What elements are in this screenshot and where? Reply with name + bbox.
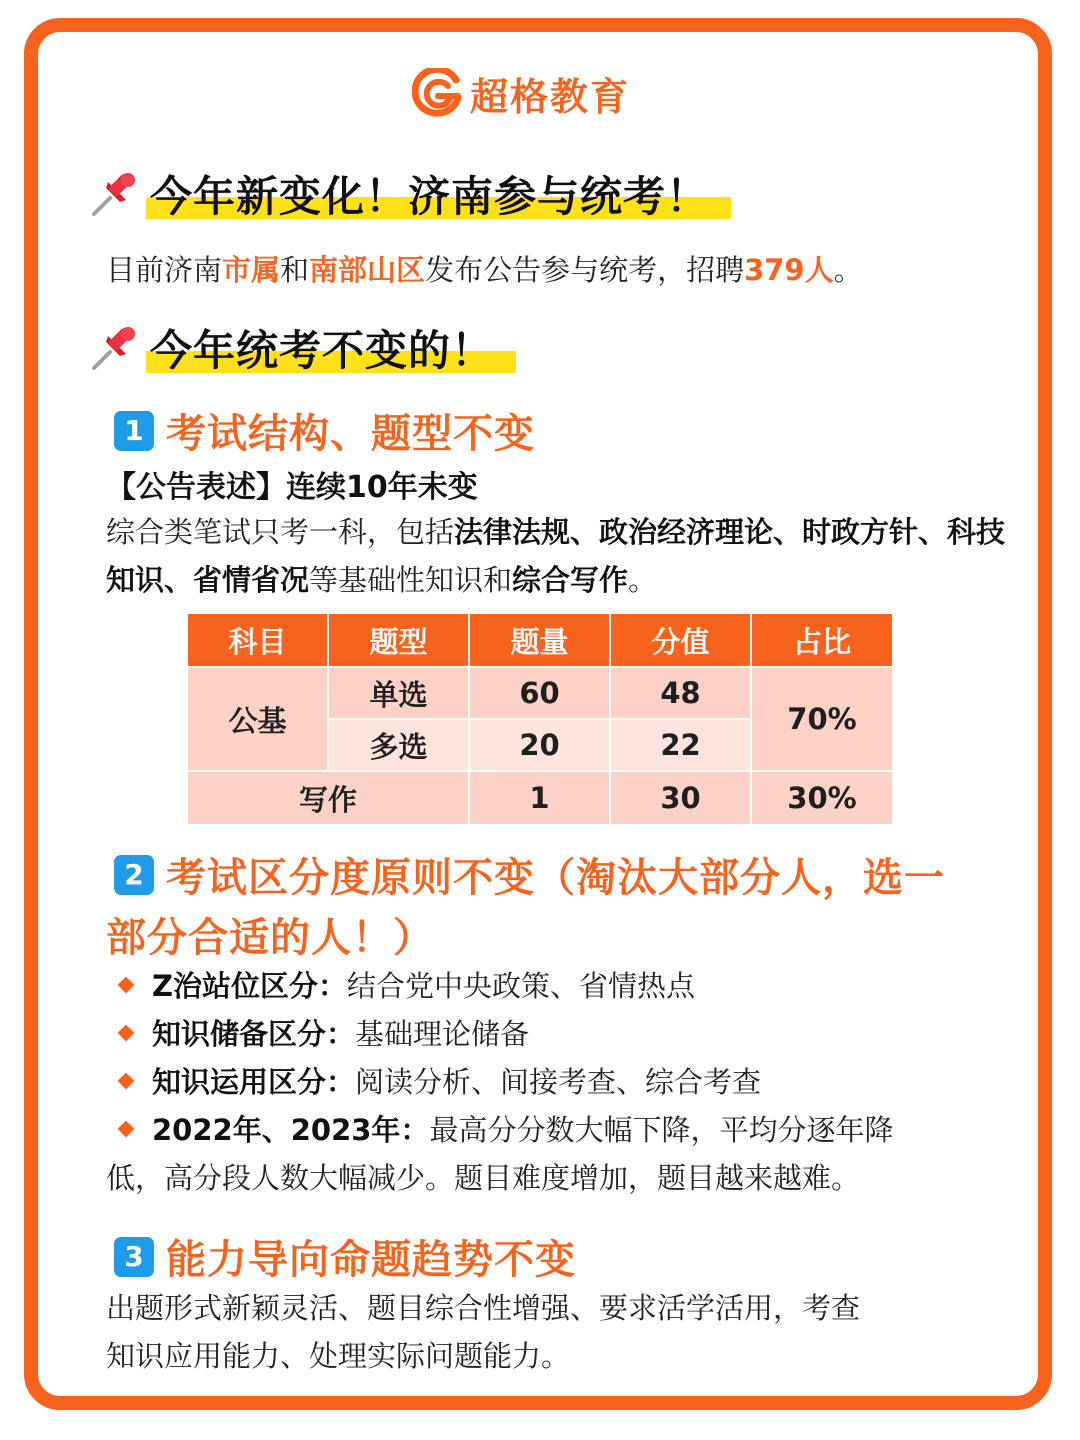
section-1-description — [106, 508, 1006, 604]
section-1-subtitle: 【公告表述】连续10年未变 — [106, 470, 478, 505]
heading-text: 今年统考不变的！ — [146, 318, 516, 378]
diamond-bullet-icon — [118, 976, 135, 993]
intro-text: 发布公告参与统考，招聘 — [425, 253, 745, 287]
table-header: 科目 — [188, 614, 327, 666]
intro-text: 和 — [280, 253, 310, 287]
table-cell: 单选 — [329, 668, 468, 718]
bullet-text: 最高分分数大幅下降，平均分逐年降 — [429, 1113, 894, 1147]
intro-text: 。 — [833, 253, 863, 287]
brand-name: 超格教育 — [470, 75, 631, 119]
bullet-text: 阅读分析、间接考查、综合考查 — [355, 1065, 762, 1099]
bullet-label: 知识储备区分： — [152, 1017, 356, 1051]
table-cell: 1 — [470, 772, 609, 824]
number-badge-2: 2 — [114, 855, 154, 895]
bullet-item — [110, 1060, 761, 1101]
desc-bold: 法律法规、政治经济理论、时政方针、科技知识、省情省况 — [106, 515, 1006, 597]
table-cell: 20 — [470, 720, 609, 770]
desc-text: 等基础性知识和 — [309, 563, 513, 597]
table-header: 占比 — [752, 614, 892, 666]
table-cell: 30 — [611, 772, 750, 824]
section-3-line: 出题形式新颖灵活、题目综合性增强、要求活学活用，考查 — [106, 1291, 861, 1325]
brand-logo — [412, 66, 630, 121]
number-badge-3: 3 — [114, 1237, 154, 1277]
desc-bold: 综合写作 — [512, 563, 629, 597]
diamond-bullet-icon — [118, 1072, 135, 1089]
section-2-title-cont: 部分合适的人！） — [106, 915, 434, 961]
section-2-title — [114, 846, 945, 903]
table-cell: 22 — [611, 720, 750, 770]
bullet-item — [110, 1012, 529, 1053]
diamond-bullet-icon — [118, 1120, 135, 1137]
table-cell-subject: 写作 — [188, 772, 468, 824]
brand-g-icon — [412, 68, 464, 120]
table-header: 分值 — [611, 614, 750, 666]
section-3-line: 知识应用能力、处理实际问题能力。 — [106, 1339, 571, 1373]
table-cell: 60 — [470, 668, 609, 718]
table-cell-percent: 30% — [752, 772, 892, 824]
bullet-label: Z治站位区分： — [152, 969, 348, 1003]
table-header: 题量 — [470, 614, 609, 666]
heading-new-change — [88, 164, 731, 224]
bullet-item — [110, 1108, 893, 1149]
bullet-item — [110, 964, 695, 1005]
section-title: 考试区分度原则不变（淘汰大部分人，选一 — [166, 855, 945, 901]
section-3-title — [114, 1228, 576, 1285]
section-title: 能力导向命题趋势不变 — [166, 1237, 576, 1283]
number-badge-1: 1 — [114, 411, 154, 451]
table-header: 题型 — [329, 614, 468, 666]
table-cell-subject: 公基 — [188, 668, 327, 770]
bullet-text: 基础理论储备 — [355, 1017, 530, 1051]
bullet-label: 2022年、2023年： — [152, 1113, 430, 1147]
table-cell: 多选 — [329, 720, 468, 770]
bullet-continuation: 低，高分段人数大幅减少。题目难度增加，题目越来越难。 — [106, 1161, 861, 1195]
table-cell-percent: 70% — [752, 668, 892, 770]
pushpin-icon — [88, 322, 140, 374]
highlight-city: 市属 — [222, 253, 281, 287]
intro-text: 目前济南 — [106, 253, 223, 287]
highlight-district: 南部山区 — [309, 253, 426, 287]
intro-paragraph — [106, 246, 863, 294]
desc-text: 综合类笔试只考一科，包括 — [106, 515, 455, 549]
desc-text: 。 — [628, 563, 658, 597]
highlight-count: 379人 — [744, 253, 834, 287]
heading-unchanged — [88, 318, 516, 378]
exam-structure-table — [188, 614, 892, 824]
table-cell: 48 — [611, 668, 750, 718]
bullet-label: 知识运用区分： — [152, 1065, 356, 1099]
pushpin-icon — [88, 168, 140, 220]
diamond-bullet-icon — [118, 1024, 135, 1041]
heading-text: 今年新变化！济南参与统考！ — [146, 164, 731, 224]
section-title: 考试结构、题型不变 — [166, 411, 535, 457]
bullet-text: 结合党中央政策、省情热点 — [347, 969, 696, 1003]
section-1-title — [114, 402, 535, 459]
